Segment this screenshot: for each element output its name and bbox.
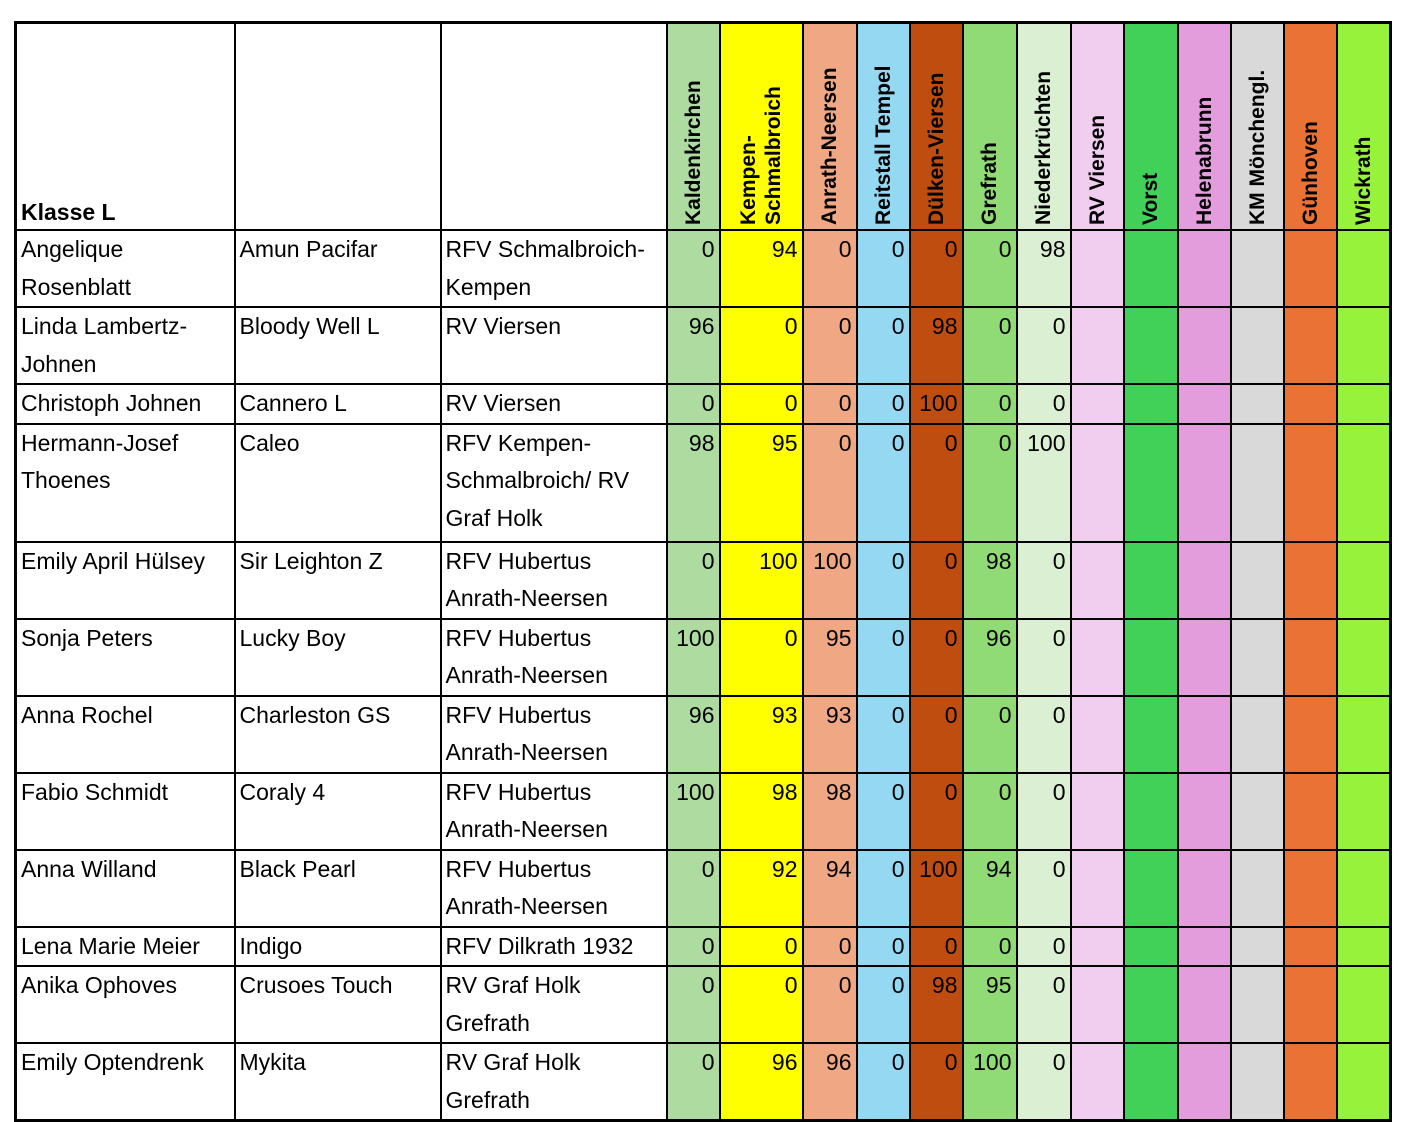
score-cell-grefrath: 0 [963, 696, 1017, 773]
score-cell-wickrath [1337, 966, 1391, 1043]
score-cell-vorst [1124, 230, 1178, 307]
score-cell-duelken: 98 [910, 966, 963, 1043]
rider-cell: Angelique Rosenblatt [16, 230, 235, 307]
rider-cell: Linda Lambertz-Johnen [16, 307, 235, 384]
column-header-label: RV Viersen [1085, 114, 1109, 225]
score-cell-vorst [1124, 696, 1178, 773]
score-cell-kaldenkirchen: 96 [667, 696, 720, 773]
score-cell-grefrath: 0 [963, 773, 1017, 850]
score-cell-vorst [1124, 773, 1178, 850]
rider-cell: Fabio Schmidt [16, 773, 235, 850]
score-cell-wickrath [1337, 307, 1391, 384]
score-cell-guenhoven [1284, 773, 1337, 850]
score-cell-kaldenkirchen: 98 [667, 424, 720, 542]
column-header-label: Helenabrunn [1192, 96, 1216, 225]
score-cell-grefrath: 0 [963, 927, 1017, 967]
score-cell-reitstall: 0 [857, 696, 910, 773]
score-cell-grefrath: 0 [963, 230, 1017, 307]
horse-cell: Caleo [235, 424, 441, 542]
column-header-label: Günhoven [1298, 121, 1322, 225]
score-cell-helenabrunn [1178, 966, 1231, 1043]
score-cell-kempen: 100 [720, 542, 803, 619]
score-cell-kempen: 0 [720, 966, 803, 1043]
score-cell-wickrath [1337, 927, 1391, 967]
score-cell-rvviersen [1071, 307, 1124, 384]
horse-cell: Sir Leighton Z [235, 542, 441, 619]
score-cell-grefrath: 98 [963, 542, 1017, 619]
score-cell-km [1231, 850, 1284, 927]
club-cell: RFV Kempen-Schmalbroich/ RV Graf Holk [441, 424, 667, 542]
score-cell-km [1231, 927, 1284, 967]
score-cell-anrath: 95 [803, 619, 857, 696]
score-cell-kempen: 0 [720, 927, 803, 967]
score-cell-kaldenkirchen: 100 [667, 773, 720, 850]
class-title: Klasse L [16, 23, 235, 231]
score-cell-vorst [1124, 542, 1178, 619]
score-cell-duelken: 0 [910, 927, 963, 967]
score-cell-wickrath [1337, 696, 1391, 773]
score-cell-km [1231, 966, 1284, 1043]
horse-cell: Lucky Boy [235, 619, 441, 696]
score-cell-km [1231, 230, 1284, 307]
horse-cell: Crusoes Touch [235, 966, 441, 1043]
score-cell-wickrath [1337, 1043, 1391, 1121]
score-cell-niederkruechten: 0 [1017, 696, 1071, 773]
score-cell-reitstall: 0 [857, 230, 910, 307]
score-cell-reitstall: 0 [857, 424, 910, 542]
rider-cell: Sonja Peters [16, 619, 235, 696]
score-cell-anrath: 0 [803, 424, 857, 542]
rider-cell: Hermann-Josef Thoenes [16, 424, 235, 542]
table-row [16, 850, 1391, 927]
score-cell-kaldenkirchen: 0 [667, 927, 720, 967]
score-cell-niederkruechten: 0 [1017, 773, 1071, 850]
score-cell-helenabrunn [1178, 307, 1231, 384]
score-cell-guenhoven [1284, 619, 1337, 696]
column-header-label: Kempen- Schmalbroich [737, 86, 785, 225]
score-cell-vorst [1124, 1043, 1178, 1121]
table-row [16, 773, 1391, 850]
score-cell-kempen: 98 [720, 773, 803, 850]
score-cell-niederkruechten: 0 [1017, 966, 1071, 1043]
column-header-label: Anrath-Neersen [818, 67, 841, 225]
column-header-km [1231, 23, 1284, 231]
column-header-kempen [720, 23, 803, 231]
score-cell-rvviersen [1071, 927, 1124, 967]
table-row [16, 1043, 1391, 1121]
rider-cell: Anika Ophoves [16, 966, 235, 1043]
score-cell-vorst [1124, 424, 1178, 542]
score-cell-guenhoven [1284, 927, 1337, 967]
score-cell-kempen: 95 [720, 424, 803, 542]
score-cell-grefrath: 0 [963, 424, 1017, 542]
score-cell-rvviersen [1071, 966, 1124, 1043]
horse-cell: Mykita [235, 1043, 441, 1121]
score-cell-km [1231, 384, 1284, 424]
score-cell-anrath: 0 [803, 966, 857, 1043]
score-cell-reitstall: 0 [857, 966, 910, 1043]
score-cell-niederkruechten: 0 [1017, 619, 1071, 696]
score-cell-wickrath [1337, 773, 1391, 850]
score-cell-wickrath [1337, 850, 1391, 927]
horse-cell: Black Pearl [235, 850, 441, 927]
table-row [16, 424, 1391, 542]
club-cell: RV Viersen [441, 384, 667, 424]
score-cell-duelken: 0 [910, 773, 963, 850]
score-cell-duelken: 0 [910, 696, 963, 773]
score-cell-kempen: 0 [720, 307, 803, 384]
score-cell-kaldenkirchen: 0 [667, 966, 720, 1043]
score-cell-wickrath [1337, 230, 1391, 307]
score-cell-duelken: 0 [910, 230, 963, 307]
score-cell-km [1231, 424, 1284, 542]
score-cell-kempen: 93 [720, 696, 803, 773]
column-header-rvviersen [1071, 23, 1124, 231]
score-cell-guenhoven [1284, 696, 1337, 773]
club-cell: RFV Schmalbroich-Kempen [441, 230, 667, 307]
horse-cell: Amun Pacifar [235, 230, 441, 307]
score-cell-niederkruechten: 98 [1017, 230, 1071, 307]
table-row [16, 384, 1391, 424]
score-cell-anrath: 100 [803, 542, 857, 619]
column-header-wickrath [1337, 23, 1391, 231]
score-cell-anrath: 0 [803, 230, 857, 307]
header-club-blank [441, 23, 667, 231]
score-cell-duelken: 100 [910, 384, 963, 424]
score-cell-rvviersen [1071, 696, 1124, 773]
score-cell-reitstall: 0 [857, 384, 910, 424]
score-cell-grefrath: 0 [963, 384, 1017, 424]
score-cell-vorst [1124, 850, 1178, 927]
column-header-label: Wickrath [1351, 136, 1375, 225]
score-cell-rvviersen [1071, 850, 1124, 927]
score-cell-anrath: 0 [803, 307, 857, 384]
column-header-vorst [1124, 23, 1178, 231]
column-header-anrath [803, 23, 857, 231]
column-header-label: KM Möncheng​l. [1245, 69, 1269, 225]
header-horse-blank [235, 23, 441, 231]
column-header-niederkruechten [1017, 23, 1071, 231]
score-cell-reitstall: 0 [857, 850, 910, 927]
score-cell-rvviersen [1071, 619, 1124, 696]
score-cell-helenabrunn [1178, 424, 1231, 542]
score-cell-guenhoven [1284, 424, 1337, 542]
score-cell-kempen: 96 [720, 1043, 803, 1121]
score-cell-duelken: 0 [910, 424, 963, 542]
horse-cell: Indigo [235, 927, 441, 967]
column-header-label: Reitstall Tempel [871, 65, 895, 225]
score-cell-kaldenkirchen: 0 [667, 542, 720, 619]
score-cell-helenabrunn [1178, 773, 1231, 850]
column-header-duelken [910, 23, 963, 231]
score-cell-km [1231, 1043, 1284, 1121]
score-cell-anrath: 0 [803, 927, 857, 967]
rider-cell: Emily April Hülsey [16, 542, 235, 619]
score-cell-guenhoven [1284, 384, 1337, 424]
score-cell-duelken: 0 [910, 542, 963, 619]
horse-cell: Coraly 4 [235, 773, 441, 850]
score-cell-duelken: 0 [910, 1043, 963, 1121]
score-cell-rvviersen [1071, 773, 1124, 850]
score-cell-niederkruechten: 0 [1017, 1043, 1071, 1121]
score-cell-grefrath: 95 [963, 966, 1017, 1043]
score-cell-vorst [1124, 927, 1178, 967]
score-cell-anrath: 93 [803, 696, 857, 773]
table-row [16, 230, 1391, 307]
column-header-label: Niederkrüchten [1032, 70, 1055, 225]
column-header-kaldenkirchen [667, 23, 720, 231]
score-cell-guenhoven [1284, 542, 1337, 619]
club-cell: RFV Hubertus Anrath-Neersen [441, 696, 667, 773]
score-cell-anrath: 0 [803, 384, 857, 424]
column-header-label: Grefrath [978, 142, 1001, 225]
column-header-label: Vorst [1139, 172, 1162, 225]
score-cell-rvviersen [1071, 230, 1124, 307]
score-cell-guenhoven [1284, 966, 1337, 1043]
score-cell-guenhoven [1284, 230, 1337, 307]
score-cell-guenhoven [1284, 1043, 1337, 1121]
club-cell: RFV Hubertus Anrath-Neersen [441, 619, 667, 696]
score-cell-niederkruechten: 0 [1017, 850, 1071, 927]
column-header-label: Dülken-Viersen [924, 72, 948, 225]
score-cell-rvviersen [1071, 384, 1124, 424]
score-cell-helenabrunn [1178, 850, 1231, 927]
score-cell-helenabrunn [1178, 619, 1231, 696]
score-cell-anrath: 94 [803, 850, 857, 927]
score-cell-niederkruechten: 0 [1017, 384, 1071, 424]
score-cell-kempen: 0 [720, 384, 803, 424]
score-cell-wickrath [1337, 384, 1391, 424]
horse-cell: Bloody Well L [235, 307, 441, 384]
rider-cell: Anna Rochel [16, 696, 235, 773]
score-cell-vorst [1124, 966, 1178, 1043]
score-cell-helenabrunn [1178, 542, 1231, 619]
score-cell-vorst [1124, 619, 1178, 696]
column-header-guenhoven [1284, 23, 1337, 231]
score-cell-wickrath [1337, 424, 1391, 542]
score-cell-kaldenkirchen: 0 [667, 1043, 720, 1121]
score-cell-reitstall: 0 [857, 1043, 910, 1121]
table-row [16, 307, 1391, 384]
column-header-label: Kaldenkirchen [681, 80, 705, 225]
score-cell-kempen: 94 [720, 230, 803, 307]
score-cell-niederkruechten: 100 [1017, 424, 1071, 542]
score-cell-km [1231, 619, 1284, 696]
score-cell-rvviersen [1071, 1043, 1124, 1121]
table-body [16, 230, 1391, 1121]
table-row [16, 927, 1391, 967]
table-row [16, 542, 1391, 619]
score-cell-helenabrunn [1178, 384, 1231, 424]
club-cell: RFV Hubertus Anrath-Neersen [441, 773, 667, 850]
score-cell-kaldenkirchen: 100 [667, 619, 720, 696]
table-row [16, 696, 1391, 773]
club-cell: RV Graf Holk Grefrath [441, 966, 667, 1043]
score-cell-kaldenkirchen: 0 [667, 230, 720, 307]
column-header-grefrath [963, 23, 1017, 231]
score-cell-kempen: 92 [720, 850, 803, 927]
score-cell-helenabrunn [1178, 696, 1231, 773]
table-row [16, 966, 1391, 1043]
column-header-helenabrunn [1178, 23, 1231, 231]
club-cell: RFV Hubertus Anrath-Neersen [441, 542, 667, 619]
score-cell-duelken: 0 [910, 619, 963, 696]
rider-cell: Emily Optendrenk [16, 1043, 235, 1121]
score-cell-km [1231, 307, 1284, 384]
club-cell: RFV Hubertus Anrath-Neersen [441, 850, 667, 927]
score-cell-km [1231, 773, 1284, 850]
score-cell-reitstall: 0 [857, 927, 910, 967]
score-cell-duelken: 98 [910, 307, 963, 384]
score-cell-helenabrunn [1178, 927, 1231, 967]
rider-cell: Anna Willand [16, 850, 235, 927]
score-cell-kempen: 0 [720, 619, 803, 696]
column-header-reitstall [857, 23, 910, 231]
score-cell-rvviersen [1071, 542, 1124, 619]
score-cell-km [1231, 542, 1284, 619]
score-cell-helenabrunn [1178, 230, 1231, 307]
score-cell-grefrath: 96 [963, 619, 1017, 696]
score-cell-niederkruechten: 0 [1017, 542, 1071, 619]
score-cell-guenhoven [1284, 850, 1337, 927]
rider-cell: Christoph Johnen [16, 384, 235, 424]
score-cell-vorst [1124, 307, 1178, 384]
horse-cell: Cannero L [235, 384, 441, 424]
score-cell-km [1231, 696, 1284, 773]
rider-cell: Lena Marie Meier [16, 927, 235, 967]
score-cell-reitstall: 0 [857, 542, 910, 619]
club-cell: RFV Dilkrath 1932 [441, 927, 667, 967]
score-cell-rvviersen [1071, 424, 1124, 542]
score-cell-niederkruechten: 0 [1017, 927, 1071, 967]
score-cell-wickrath [1337, 542, 1391, 619]
score-cell-reitstall: 0 [857, 773, 910, 850]
score-cell-kaldenkirchen: 0 [667, 850, 720, 927]
score-cell-kaldenkirchen: 96 [667, 307, 720, 384]
club-cell: RV Viersen [441, 307, 667, 384]
header-row [16, 23, 1391, 231]
results-table [14, 21, 1392, 1122]
score-cell-reitstall: 0 [857, 307, 910, 384]
score-cell-grefrath: 94 [963, 850, 1017, 927]
table-row [16, 619, 1391, 696]
club-cell: RV Graf Holk Grefrath [441, 1043, 667, 1121]
score-cell-reitstall: 0 [857, 619, 910, 696]
score-cell-duelken: 100 [910, 850, 963, 927]
score-cell-helenabrunn [1178, 1043, 1231, 1121]
score-cell-anrath: 96 [803, 1043, 857, 1121]
score-cell-wickrath [1337, 619, 1391, 696]
score-cell-kaldenkirchen: 0 [667, 384, 720, 424]
score-cell-vorst [1124, 384, 1178, 424]
score-cell-grefrath: 0 [963, 307, 1017, 384]
score-cell-guenhoven [1284, 307, 1337, 384]
score-cell-anrath: 98 [803, 773, 857, 850]
score-cell-niederkruechten: 0 [1017, 307, 1071, 384]
score-cell-grefrath: 100 [963, 1043, 1017, 1121]
horse-cell: Charleston GS [235, 696, 441, 773]
